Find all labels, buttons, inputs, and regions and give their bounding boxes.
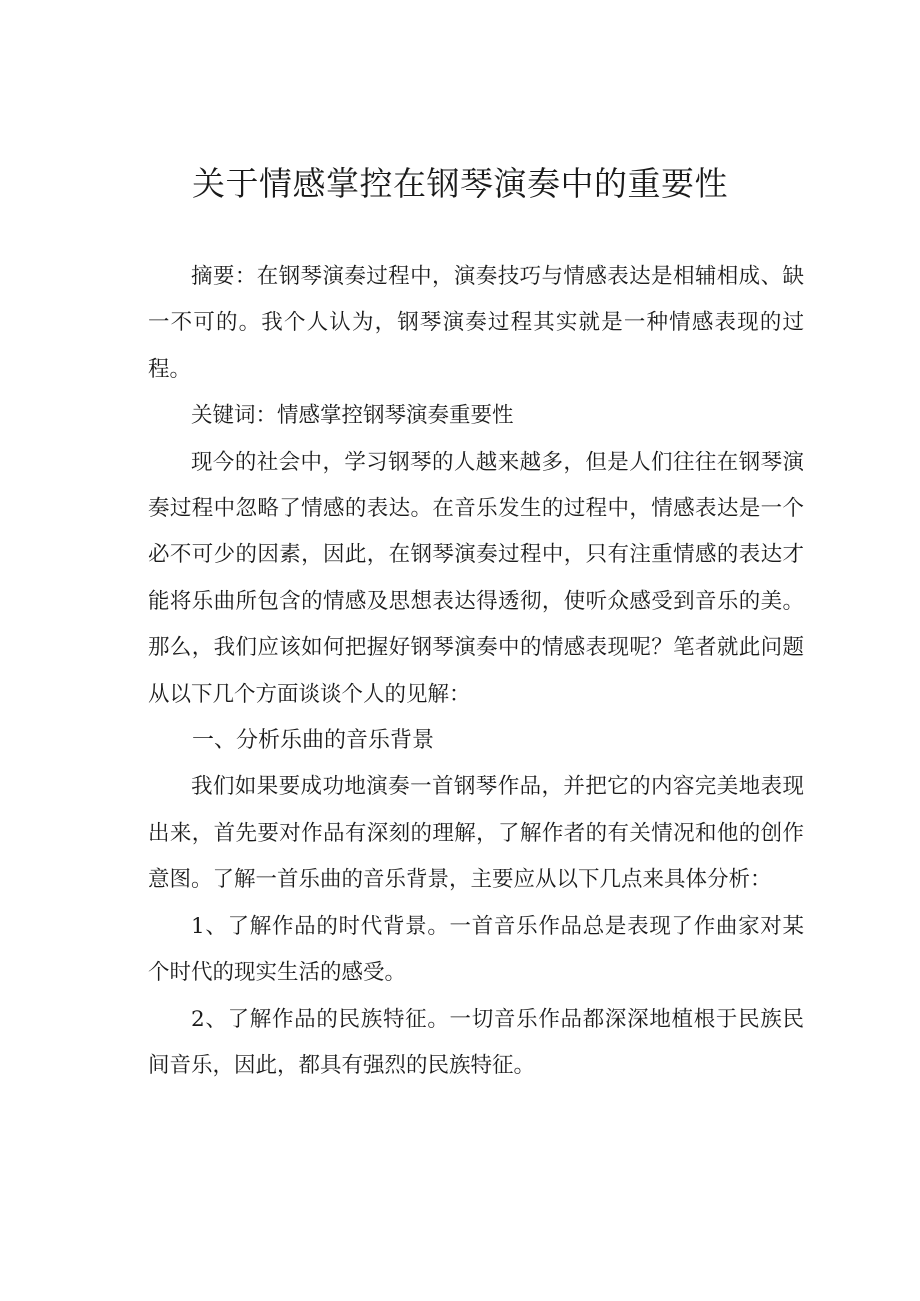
list-item-1: 1、了解作品的时代背景。一首音乐作品总是表现了作曲家对某个时代的现实生活的感受。 [148, 913, 804, 986]
list-item-2: 2、了解作品的民族特征。一切音乐作品都深深地植根于民族民间音乐，因此，都具有强烈的民族特征。 [148, 1006, 804, 1078]
document-body [148, 254, 804, 1089]
body-paragraph: 我们如果要成功地演奏一首钢琴作品，并把它的内容完美地表现出来，首先要对作品有深刻的理解，了解作者的有关情况和他的创作意图。了解一首乐曲的音乐背景，主要应从以下几点来具体分析： [148, 774, 804, 893]
keywords-paragraph: 关键词：情感掌控钢琴演奏重要性 [191, 403, 514, 429]
section-heading: 一、分析乐曲的音乐背景 [192, 728, 435, 754]
abstract-paragraph: 摘要：在钢琴演奏过程中，演奏技巧与情感表达是相辅相成、缺一不可的。我个人认为，钢琴演奏过程其实就是一种情感表现的过程。 [148, 264, 804, 382]
document-title: 关于情感掌控在钢琴演奏中的重要性 [192, 164, 728, 203]
intro-paragraph: 现今的社会中，学习钢琴的人越来越多，但是人们往往在钢琴演奏过程中忽略了情感的表达。在音乐发生的过程中，情感表达是一个必不可少的因素，因此，在钢琴演奏过程中，只有注重情感的表达才能将乐曲所包含的情感及思想表达得透彻，使听众感受到音乐的美。那么，我们应该如何把握好钢琴演奏中的情感表现呢？笔者就此问题从以下几个方面谈谈个人的见解： [148, 449, 804, 707]
